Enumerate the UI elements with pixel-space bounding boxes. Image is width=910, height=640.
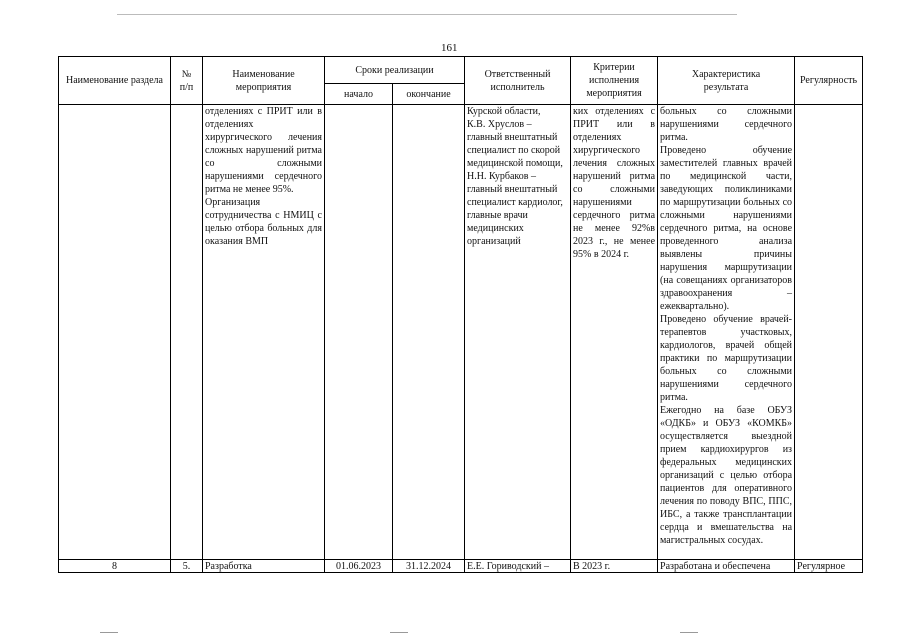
cell-section: 8 [59,560,171,573]
cell-regularity [795,105,863,560]
cell-result: больных со сложными нарушениями сердечного ритма. Проведено обучение заместителей главных врачей по медицинской части, заведующих поликлиниками по маршрутизации больных со сложными нарушениями сердечного ритма, на основе проведенного анализа выявлены причины нарушения маршрутизации (на совещаниях организаторов здравоохранения – ежеквартально). Проведено обучение врачей-терапевтов участковых, кардиологов, врачей общей практики по маршрутизации больных со сложными нарушениями сердечного ритма. Ежегодно на базе ОБУЗ «ОДКБ» и ОБУЗ «КОМКБ» осуществляется выездной прием кардиохирургов из федеральных медицинских организаций с целью отбора пациентов для оперативного лечения по поводу ВПС, ППС, ИБС, а также трансплантации сердца и вмешательства на магистральных сосудах. [658,105,795,560]
footer-mark [390,632,408,633]
table-row [59,560,863,573]
cell-result: Разработана и обеспечена [658,560,795,573]
events-table [58,56,863,573]
cell-criteria: В 2023 г. [571,560,658,573]
cell-end [393,105,465,560]
page-number: 161 [441,42,458,54]
table-row [59,105,863,560]
cell-num: 5. [171,560,203,573]
cell-event: отделениях с ПРИТ или в отделениях хирургического лечения сложных нарушений ритма со сложными нарушениями сердечного ритма не менее 95%. Организация сотрудничества с НМИЦ с целью отбора больных для оказания ВМП [203,105,325,560]
header-num: № п/п [171,57,203,105]
cell-section [59,105,171,560]
header-start: начало [325,84,393,105]
header-criteria: Критерии исполнения мероприятия [571,57,658,105]
cell-criteria: ких отделениях с ПРИТ или в отделениях хирургического лечения сложных нарушений ритма со сложными нарушениями сердечного ритма не менее 92%в 2023 г., не менее 95% в 2024 г. [571,105,658,560]
header-event: Наименование мероприятия [203,57,325,105]
cell-regularity: Регулярное [795,560,863,573]
footer-mark [680,632,698,633]
cell-num [171,105,203,560]
footer-mark [100,632,118,633]
cell-executor: Курской области, К.В. Хруслов – главный внештатный специалист по скорой медицинской помощи, Н.Н. Курбаков – главный внештатный специалист кардиолог, главные врачи медицинских организаций [465,105,571,560]
header-result: Характеристика результата [658,57,795,105]
top-rule [117,14,737,15]
cell-start [325,105,393,560]
header-end: окончание [393,84,465,105]
cell-start: 01.06.2023 [325,560,393,573]
cell-executor: Е.Е. Гориводский – [465,560,571,573]
header-executor: Ответственный исполнитель [465,57,571,105]
cell-event: Разработка [203,560,325,573]
cell-end: 31.12.2024 [393,560,465,573]
header-deadlines: Сроки реализации [325,57,465,84]
header-row [59,57,863,84]
header-regularity: Регулярность [795,57,863,105]
header-section: Наименование раздела [59,57,171,105]
